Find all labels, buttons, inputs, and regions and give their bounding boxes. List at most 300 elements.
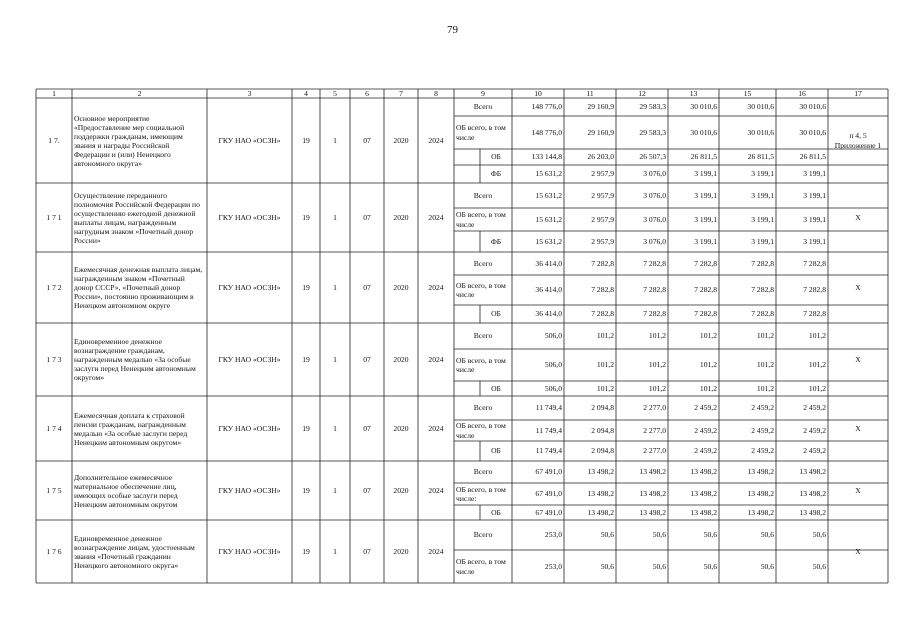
amount-cell xyxy=(566,231,614,252)
amount-cell xyxy=(778,461,826,483)
amount-cell-text: 11 749,4 xyxy=(535,425,562,435)
funding-label-text: ОБ всего, в том числе xyxy=(456,355,506,374)
funding-label-text: ФБ xyxy=(490,236,502,246)
amount-cell-text: 15 631,2 xyxy=(535,190,562,200)
code-4 xyxy=(294,183,318,252)
amount-cell-text: 7 282,8 xyxy=(803,285,826,295)
amount-cell-text: 13 498,2 xyxy=(587,489,614,499)
amount-cell xyxy=(566,420,614,441)
amount-cell xyxy=(514,252,562,275)
organization xyxy=(209,461,290,520)
organization-text: ГКУ НАО «ОСЗН» xyxy=(218,354,281,364)
measure-name-text: Основное мероприятие «Предоставление мер социальной поддержки гражданам, имеющим звания и награды Российской Федерации и (или) Ненецкого автономного округа» xyxy=(74,113,185,168)
amount-cell-text: 3 199,1 xyxy=(751,190,774,200)
amount-cell xyxy=(670,349,717,381)
amount-cell xyxy=(514,116,562,149)
amount-cell-text: 29 583,3 xyxy=(639,127,666,137)
amount-cell-text: 3 199,1 xyxy=(803,236,826,246)
amount-cell-text: 7 282,8 xyxy=(591,258,614,268)
note-text: X xyxy=(855,354,861,364)
amount-cell-text: 13 498,2 xyxy=(747,467,774,477)
amount-cell xyxy=(566,483,614,505)
amount-cell xyxy=(721,505,774,520)
amount-cell xyxy=(670,183,717,208)
code-6 xyxy=(352,183,382,252)
code-6 xyxy=(352,252,382,323)
organization xyxy=(209,98,290,183)
code-4-text: 19 xyxy=(302,423,310,433)
amount-cell-text: 2 094,8 xyxy=(591,446,614,456)
amount-cell xyxy=(618,98,666,116)
amount-cell xyxy=(566,349,614,381)
code-6-text: 07 xyxy=(363,212,371,222)
amount-cell xyxy=(670,208,717,231)
amount-cell-text: 13 498,2 xyxy=(747,489,774,499)
amount-cell-text: 2 459,2 xyxy=(694,425,717,435)
header-cell xyxy=(618,89,666,98)
amount-cell xyxy=(618,381,666,396)
amount-cell xyxy=(670,149,717,165)
header-cell-text: 3 xyxy=(247,88,252,98)
header-cell-text: 5 xyxy=(333,88,337,98)
code-5 xyxy=(322,252,348,323)
note-text: X xyxy=(855,212,861,222)
amount-cell xyxy=(618,505,666,520)
amount-cell xyxy=(514,461,562,483)
measure-name xyxy=(74,98,205,183)
funding-label-text: Всего xyxy=(473,190,493,200)
amount-cell xyxy=(778,323,826,349)
amount-cell-text: 2 459,2 xyxy=(694,446,717,456)
amount-cell-text: 13 498,2 xyxy=(639,467,666,477)
amount-cell-text: 101,2 xyxy=(596,360,614,370)
amount-cell xyxy=(778,116,826,149)
measure-name xyxy=(74,252,205,323)
amount-cell xyxy=(566,116,614,149)
amount-cell xyxy=(778,550,826,583)
header-cell-text: 8 xyxy=(434,88,438,98)
amount-cell xyxy=(778,349,826,381)
amount-cell-text: 2 957,9 xyxy=(591,214,614,224)
amount-cell-text: 15 631,2 xyxy=(535,236,562,246)
amount-cell-text: 50,6 xyxy=(760,561,774,571)
funding-label-text: ОБ xyxy=(491,309,501,319)
amount-cell xyxy=(618,520,666,550)
header-cell xyxy=(670,89,717,98)
funding-label xyxy=(456,349,510,381)
funding-label-text: ОБ всего, в том числе xyxy=(456,123,506,142)
amount-cell xyxy=(721,483,774,505)
funding-label xyxy=(482,165,510,183)
amount-cell xyxy=(721,183,774,208)
amount-cell xyxy=(618,441,666,461)
amount-cell xyxy=(514,98,562,116)
amount-cell-text: 13 498,2 xyxy=(799,507,826,517)
amount-cell-text: 3 199,1 xyxy=(694,236,717,246)
amount-cell-text: 7 282,8 xyxy=(803,258,826,268)
amount-cell-text: 30 010,6 xyxy=(690,127,717,137)
organization xyxy=(209,252,290,323)
start-year xyxy=(386,396,416,461)
start-year-text: 2020 xyxy=(393,485,409,495)
amount-cell xyxy=(618,461,666,483)
code-5-text: 1 xyxy=(333,423,337,433)
start-year xyxy=(386,323,416,396)
amount-cell xyxy=(721,231,774,252)
measure-name-text: Единовременное денежное вознаграждение лицам, удостоенным звания «Почетный гражданин Ненецкого автономного округа» xyxy=(74,533,195,570)
amount-cell xyxy=(618,208,666,231)
amount-cell-text: 11 749,4 xyxy=(535,403,562,413)
funding-label xyxy=(456,183,510,208)
header-cell-text: 10 xyxy=(534,88,542,98)
amount-cell-text: 7 282,8 xyxy=(694,258,717,268)
amount-cell xyxy=(721,323,774,349)
amount-cell xyxy=(514,505,562,520)
row-number-text: 1 7 1 xyxy=(46,212,62,222)
header-cell xyxy=(38,89,70,98)
amount-cell-text: 3 076,0 xyxy=(643,236,666,246)
amount-cell-text: 29 160,9 xyxy=(587,127,614,137)
code-5-text: 1 xyxy=(333,212,337,222)
amount-cell xyxy=(566,396,614,420)
amount-cell xyxy=(670,520,717,550)
start-year-text: 2020 xyxy=(393,423,409,433)
amount-cell-text: 3 199,1 xyxy=(751,214,774,224)
amount-cell xyxy=(566,252,614,275)
start-year xyxy=(386,461,416,520)
organization-text: ГКУ НАО «ОСЗН» xyxy=(218,546,281,556)
amount-cell-text: 50,6 xyxy=(652,561,666,571)
header-cell xyxy=(294,89,318,98)
header-cell xyxy=(209,89,290,98)
amount-cell-text: 3 076,0 xyxy=(643,214,666,224)
funding-label xyxy=(456,396,510,420)
amount-cell-text: 7 282,8 xyxy=(643,285,666,295)
amount-cell-text: 2 459,2 xyxy=(751,446,774,456)
start-year-text: 2020 xyxy=(393,212,409,222)
header-cell-text: 11 xyxy=(586,88,594,98)
amount-cell xyxy=(721,165,774,183)
header-cell-text: 15 xyxy=(743,88,752,98)
amount-cell xyxy=(721,208,774,231)
row-number xyxy=(38,183,70,252)
amount-cell-text: 30 010,6 xyxy=(799,127,826,137)
amount-cell-text: 26 811,5 xyxy=(690,152,717,162)
amount-cell-text: 506,0 xyxy=(544,383,562,393)
note xyxy=(830,520,886,583)
amount-cell-text: 13 498,2 xyxy=(799,489,826,499)
note-text: X xyxy=(855,423,861,433)
amount-cell xyxy=(778,98,826,116)
amount-cell-text: 15 631,2 xyxy=(535,169,562,179)
amount-cell xyxy=(778,305,826,323)
amount-cell-text: 7 282,8 xyxy=(591,309,614,319)
amount-cell xyxy=(721,116,774,149)
amount-cell xyxy=(778,420,826,441)
amount-cell-text: 101,2 xyxy=(756,331,774,341)
funding-label xyxy=(456,420,510,441)
amount-cell-text: 36 414,0 xyxy=(535,309,562,319)
amount-cell-text: 2 459,2 xyxy=(803,425,826,435)
amount-cell xyxy=(670,381,717,396)
amount-cell xyxy=(670,275,717,305)
header-cell-text: 2 xyxy=(137,88,142,98)
amount-cell-text: 101,2 xyxy=(699,383,717,393)
start-year-text: 2020 xyxy=(393,546,409,556)
amount-cell xyxy=(618,231,666,252)
amount-cell xyxy=(778,183,826,208)
amount-cell-text: 30 010,6 xyxy=(799,102,826,112)
amount-cell-text: 2 277,0 xyxy=(643,425,666,435)
organization-text: ГКУ НАО «ОСЗН» xyxy=(218,485,281,495)
code-5-text: 1 xyxy=(333,354,337,364)
amount-cell xyxy=(778,252,826,275)
amount-cell xyxy=(514,165,562,183)
amount-cell xyxy=(778,149,826,165)
header-cell xyxy=(386,89,416,98)
amount-cell-text: 101,2 xyxy=(596,383,614,393)
amount-cell xyxy=(566,275,614,305)
header-cell-text: 12 xyxy=(638,88,646,98)
amount-cell xyxy=(670,252,717,275)
measure-name-text: Дополнительное ежемесячное материальное обеспечение лиц, имеющих особые заслуги перед Ненецким автономным округом xyxy=(74,472,178,509)
header-cell xyxy=(74,89,205,98)
amount-cell-text: 7 282,8 xyxy=(751,309,774,319)
amount-cell-text: 30 010,6 xyxy=(690,102,717,112)
organization xyxy=(209,396,290,461)
amount-cell-text: 67 491,0 xyxy=(535,467,562,477)
amount-cell xyxy=(721,252,774,275)
amount-cell-text: 7 282,8 xyxy=(803,309,826,319)
funding-label xyxy=(482,231,510,252)
amount-cell xyxy=(514,208,562,231)
end-year-text: 2024 xyxy=(428,546,444,556)
amount-cell xyxy=(566,520,614,550)
amount-cell-text: 26 811,5 xyxy=(799,152,826,162)
amount-cell-text: 2 277,0 xyxy=(643,403,666,413)
amount-cell xyxy=(670,441,717,461)
note xyxy=(830,461,886,520)
organization xyxy=(209,183,290,252)
header-cell xyxy=(830,89,886,98)
amount-cell-text: 13 498,2 xyxy=(747,507,774,517)
amount-cell-text: 101,2 xyxy=(808,331,826,341)
row-number-text: 1 7 3 xyxy=(46,354,62,364)
amount-cell-text: 13 498,2 xyxy=(587,507,614,517)
code-4 xyxy=(294,98,318,183)
amount-cell xyxy=(618,165,666,183)
funding-label-text: Всего xyxy=(473,403,493,413)
code-5 xyxy=(322,461,348,520)
row-number xyxy=(38,98,70,183)
amount-cell-text: 101,2 xyxy=(808,360,826,370)
header-cell-text: 13 xyxy=(689,88,698,98)
amount-cell-text: 50,6 xyxy=(600,561,614,571)
amount-cell-text: 101,2 xyxy=(756,360,774,370)
amount-cell xyxy=(670,461,717,483)
row-number-text: 1 7 6 xyxy=(46,546,62,556)
measure-name-text: Осуществление переданного полномочия Российской Федерации по осуществлению ежегодной денежной выплаты лицам, награжденным нагрудным знаком «Почетный донор России» xyxy=(74,190,200,245)
row-number-text: 1 7 2 xyxy=(46,282,62,292)
code-6-text: 07 xyxy=(363,485,371,495)
amount-cell-text: 7 282,8 xyxy=(643,309,666,319)
amount-cell xyxy=(670,165,717,183)
funding-label xyxy=(482,441,510,461)
end-year-text: 2024 xyxy=(428,282,444,292)
note-text: X xyxy=(855,282,861,292)
header-cell xyxy=(352,89,382,98)
amount-cell-text: 2 459,2 xyxy=(803,403,826,413)
amount-cell-text: 3 076,0 xyxy=(643,190,666,200)
amount-cell xyxy=(778,381,826,396)
amount-cell xyxy=(670,505,717,520)
amount-cell xyxy=(721,305,774,323)
measure-name xyxy=(74,461,205,520)
funding-label-text: ОБ всего, в том числе xyxy=(456,421,506,440)
amount-cell-text: 101,2 xyxy=(648,383,666,393)
funding-label xyxy=(456,461,510,483)
amount-cell-text: 3 199,1 xyxy=(694,190,717,200)
header-cell xyxy=(420,89,452,98)
header-cell-text: 4 xyxy=(304,88,308,98)
amount-cell xyxy=(618,183,666,208)
amount-cell xyxy=(670,396,717,420)
header-cell-text: 17 xyxy=(854,88,862,98)
note xyxy=(830,183,886,252)
amount-cell xyxy=(778,396,826,420)
amount-cell xyxy=(670,305,717,323)
amount-cell-text: 50,6 xyxy=(652,530,666,540)
start-year xyxy=(386,520,416,583)
organization-text: ГКУ НАО «ОСЗН» xyxy=(218,135,281,145)
code-5-text: 1 xyxy=(333,135,337,145)
amount-cell xyxy=(778,165,826,183)
code-5 xyxy=(322,396,348,461)
amount-cell-text: 101,2 xyxy=(648,331,666,341)
funding-label-text: ОБ всего, в том числе xyxy=(456,210,506,229)
amount-cell-text: 13 498,2 xyxy=(799,467,826,477)
funding-label-text: ФБ xyxy=(490,169,502,179)
code-6 xyxy=(352,323,382,396)
amount-cell xyxy=(670,98,717,116)
amount-cell-text: 3 199,1 xyxy=(751,236,774,246)
amount-cell-text: 7 282,8 xyxy=(751,258,774,268)
amount-cell-text: 13 498,2 xyxy=(639,507,666,517)
measure-name-text: Ежемесячная денежная выплата лицам, награжденным знаком «Почетный донор СССР», «Почетный донор России», постоянно проживающим в Ненецком автономном округе xyxy=(74,265,203,310)
amount-cell-text: 7 282,8 xyxy=(694,285,717,295)
amount-cell xyxy=(721,520,774,550)
amount-cell-text: 101,2 xyxy=(808,383,826,393)
amount-cell xyxy=(514,349,562,381)
start-year-text: 2020 xyxy=(393,354,409,364)
code-5 xyxy=(322,183,348,252)
amount-cell xyxy=(618,349,666,381)
amount-cell xyxy=(566,441,614,461)
code-4 xyxy=(294,323,318,396)
end-year xyxy=(420,323,452,396)
amount-cell xyxy=(566,208,614,231)
amount-cell xyxy=(566,323,614,349)
amount-cell-text: 36 414,0 xyxy=(535,258,562,268)
measure-name xyxy=(74,323,205,396)
amount-cell xyxy=(566,505,614,520)
header-cell-text: 6 xyxy=(365,88,369,98)
code-4 xyxy=(294,252,318,323)
amount-cell xyxy=(514,323,562,349)
start-year-text: 2020 xyxy=(393,282,409,292)
funding-label-text: ОБ xyxy=(491,507,501,517)
amount-cell-text: 29 160,9 xyxy=(587,102,614,112)
code-4-text: 19 xyxy=(302,485,310,495)
amount-cell xyxy=(514,305,562,323)
measure-name xyxy=(74,396,205,461)
amount-cell-text: 13 498,2 xyxy=(587,467,614,477)
header-cell xyxy=(721,89,774,98)
amount-cell-text: 50,6 xyxy=(760,530,774,540)
amount-cell-text: 13 498,2 xyxy=(690,467,717,477)
amount-cell-text: 3 199,1 xyxy=(751,169,774,179)
header-cell-text: 7 xyxy=(399,88,403,98)
amount-cell xyxy=(618,550,666,583)
amount-cell xyxy=(618,396,666,420)
code-4 xyxy=(294,396,318,461)
amount-cell-text: 2 957,9 xyxy=(591,169,614,179)
end-year-text: 2024 xyxy=(428,354,444,364)
header-cell xyxy=(566,89,614,98)
amount-cell xyxy=(514,441,562,461)
amount-cell-text: 2 094,8 xyxy=(591,425,614,435)
amount-cell-text: 7 282,8 xyxy=(694,309,717,319)
amount-cell xyxy=(721,275,774,305)
page-number: 79 xyxy=(447,24,458,36)
amount-cell xyxy=(778,505,826,520)
amount-cell xyxy=(721,349,774,381)
funding-label xyxy=(482,305,510,323)
amount-cell xyxy=(514,231,562,252)
row-number xyxy=(38,520,70,583)
amount-cell xyxy=(514,483,562,505)
amount-cell-text: 13 498,2 xyxy=(690,507,717,517)
amount-cell-text: 7 282,8 xyxy=(591,285,614,295)
amount-cell-text: 2 094,8 xyxy=(591,403,614,413)
amount-cell xyxy=(778,231,826,252)
amount-cell-text: 30 010,6 xyxy=(747,102,774,112)
amount-cell xyxy=(670,231,717,252)
amount-cell xyxy=(618,305,666,323)
amount-cell xyxy=(721,149,774,165)
organization-text: ГКУ НАО «ОСЗН» xyxy=(218,423,281,433)
amount-cell-text: 253,0 xyxy=(544,530,562,540)
amount-cell xyxy=(566,149,614,165)
end-year-text: 2024 xyxy=(428,423,444,433)
code-4 xyxy=(294,520,318,583)
code-5-text: 1 xyxy=(333,485,337,495)
organization-text: ГКУ НАО «ОСЗН» xyxy=(218,282,281,292)
amount-cell xyxy=(778,275,826,305)
code-5 xyxy=(322,520,348,583)
amount-cell xyxy=(721,441,774,461)
funding-label xyxy=(456,323,510,349)
note xyxy=(830,323,886,396)
amount-cell-text: 67 491,0 xyxy=(535,507,562,517)
start-year xyxy=(386,98,416,183)
end-year xyxy=(420,396,452,461)
amount-cell xyxy=(566,381,614,396)
amount-cell xyxy=(618,116,666,149)
amount-cell xyxy=(618,483,666,505)
amount-cell-text: 50,6 xyxy=(812,561,826,571)
code-5-text: 1 xyxy=(333,282,337,292)
